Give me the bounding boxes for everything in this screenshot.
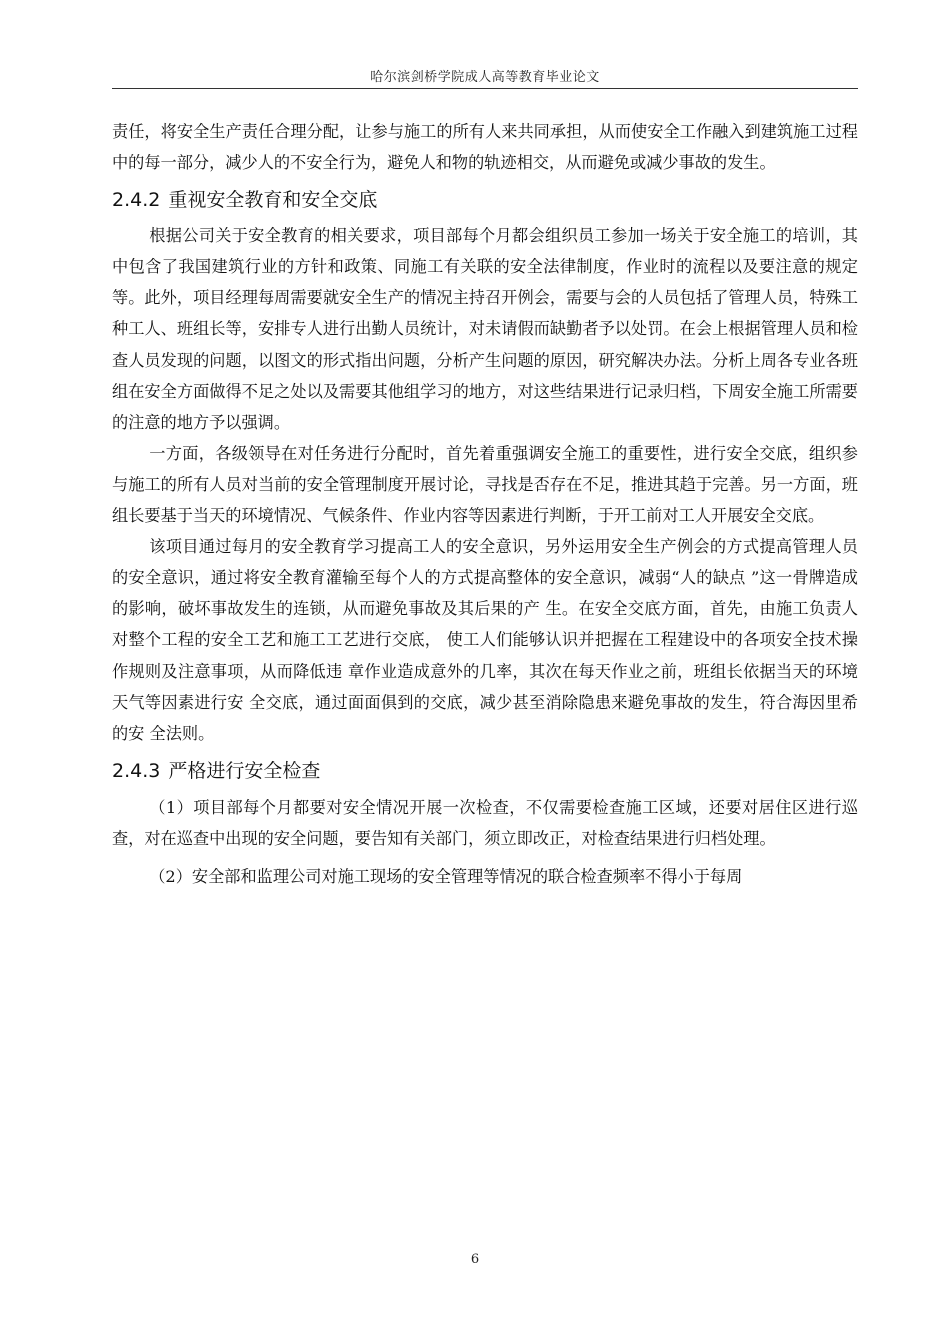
document-body [112,116,858,893]
section-heading-2-4-3 [112,757,858,785]
page-number: 6 [470,1252,480,1267]
paragraph-safety-briefing: 一方面，各级领导在对任务进行分配时，首先着重强调安全施工的重要性，进行安全交底，组织参与施工的所有人员对当前的安全管理制度开展讨论，寻找是否存在不足，推进其趋于完善。另一方面，班组长要基于当天的环境情况、气候条件、作业内容等因素进行判断，于开工前对工人开展安全交底。 [112,443,858,526]
list-item-2: （2）安全部和监理公司对施工现场的安全管理等情况的联合检查频率不得小于每周 [149,867,743,887]
section-number: 2.4.3 [112,759,161,782]
section-number: 2.4.2 [112,189,161,212]
list-item-1: （1）项目部每个月都要对安全情况开展一次检查，不仅需要检查施工区域，还要对居住区进行巡查，对在巡查中出现的安全问题，要告知有关部门，须立即改正，对检查结果进行归档处理。 [112,797,858,848]
running-header: 哈尔滨剑桥学院成人高等教育毕业论文 [370,70,600,85]
section-title: 严格进行安全检查 [168,759,321,782]
paragraph-continued: 责任，将安全生产责任合理分配，让参与施工的所有人来共同承担，从而使安全工作融入到建筑施工过程中的每一部分，减少人的不安全行为，避免人和物的轨迹相交，从而避免或减少事故的发生。 [112,122,858,173]
paragraph-safety-training: 根据公司关于安全教育的相关要求，项目部每个月都会组织员工参加一场关于安全施工的培训，其中包含了我国建筑行业的方针和政策、同施工有关联的安全法律制度，作业时的流程以及要注意的规定等。此外，项目经理每周需要就安全生产的情况主持召开例会，需要与会的人员包括了管理人员，特殊工种工人、班组长等，安排专人进行出勤人员统计，对未请假而缺勤者予以处罚。在会上根据管理人员和检查人员发现的问题，以图文的形式指出问题，分析产生问题的原因，研究解决办法。分析上周各专业各班组在安全方面做得不足之处以及需要其他组学习的地方，对这些结果进行记录归档，下周安全施工所需要的注意的地方予以强调。 [112,226,858,432]
section-title: 重视安全教育和安全交底 [168,189,378,212]
header-divider [112,88,858,89]
section-heading-2-4-2 [112,186,858,214]
paragraph-safety-awareness: 该项目通过每月的安全教育学习提高工人的安全意识，另外运用安全生产例会的方式提高管理人员的安全意识，通过将安全教育灌输至每个人的方式提高整体的安全意识，减弱“人的缺点 ”这一骨牌造成的影响，破坏事故发生的连锁，从而避免事故及其后果的产 生。在安全交底方面，首先，由施工负责人对整个工程的安全工艺和施工工艺进行交底， 使工人们能够认识并把握在工程建设中的各项安全技术操作规则及注意事项，从而降低违 章作业造成意外的几率，其次在每天作业之前，班组长依据当天的环境天气等因素进行安 全交底，通过面面俱到的交底，减少甚至消除隐患来避免事故的发生，符合海因里希的安 全法则。 [112,537,858,743]
